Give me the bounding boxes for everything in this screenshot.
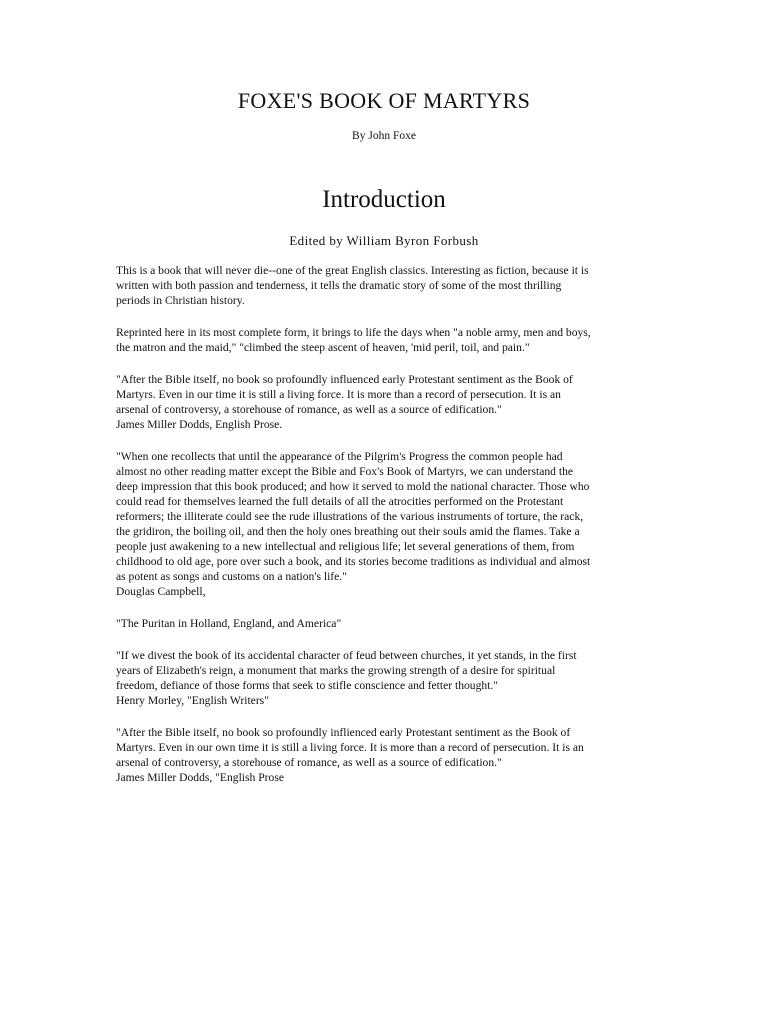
text-line: freedom, defiance of those forms that seek to stifle conscience and fetter thought."	[116, 679, 499, 692]
text-line: James Miller Dodds, English Prose.	[116, 418, 283, 431]
text-line: Martyrs. Even in our time it is still a living force. It is more than a record of persecution. It is an	[116, 388, 561, 401]
paragraph	[116, 325, 666, 355]
text-line: Reprinted here in its most complete form, it brings to life the days when "a noble army, men and boys,	[116, 326, 591, 339]
section-heading: Introduction	[322, 186, 446, 213]
paragraph	[116, 648, 666, 708]
text-line: "After the Bible itself, no book so profoundly influenced early Protestant sentiment as the Book of	[116, 373, 573, 386]
text-line: the gridiron, the boiling oil, and then the holy ones breathing out their souls amid the flames. Take a	[116, 525, 580, 538]
text-line: Martyrs. Even in our own time it is still a living force. It is more than a record of persecution. It is an	[116, 741, 584, 754]
text-line: This is a book that will never die--one of the great English classics. Interesting as fiction, because it is	[116, 264, 589, 277]
editor-credit: Edited by William Byron Forbush	[289, 233, 479, 248]
text-line: written with both passion and tenderness, it tells the dramatic story of some of the most thrilling	[116, 279, 562, 292]
text-line: arsenal of controversy, a storehouse of romance, as well as a source of edification."	[116, 756, 502, 769]
document-title: FOXE'S BOOK OF MARTYRS	[237, 88, 531, 113]
text-line: the matron and the maid," "climbed the steep ascent of heaven, 'mid peril, toil, and pain."	[116, 341, 530, 354]
text-line: "If we divest the book of its accidental character of feud between churches, it yet stands, in the first	[116, 649, 577, 662]
text-line: James Miller Dodds, "English Prose	[116, 771, 285, 784]
text-line: almost no other reading matter except the Bible and Fox's Book of Martyrs, we can understand the	[116, 465, 574, 478]
paragraph	[116, 449, 666, 599]
text-line: deep impression that this book produced; and how it served to mold the national character. Those who	[116, 480, 590, 493]
text-line: reformers; the illiterate could see the rude illustrations of the various instruments of torture, the rack,	[116, 510, 584, 523]
text-line: periods in Christian history.	[116, 294, 245, 307]
text-line: "The Puritan in Holland, England, and America"	[116, 617, 342, 630]
author-byline: By John Foxe	[352, 130, 416, 142]
text-line: as potent as songs and customs on a nation's life."	[116, 570, 347, 583]
text-line: "When one recollects that until the appearance of the Pilgrim's Progress the common people had	[116, 450, 563, 463]
text-line: years of Elizabeth's reign, a monument that marks the growing strength of a desire for spiritual	[116, 664, 556, 677]
paragraph	[116, 372, 666, 432]
paragraph	[116, 616, 666, 631]
text-line: Douglas Campbell,	[116, 585, 206, 598]
text-line: could read for themselves learned the full details of all the atrocities performed on the Protestant	[116, 495, 564, 508]
text-line: "After the Bible itself, no book so profoundly inflienced early Protestant sentiment as the Book of	[116, 726, 571, 739]
text-line: arsenal of controversy, a storehouse of romance, as well as a source of edification."	[116, 403, 502, 416]
text-line: Henry Morley, "English Writers"	[116, 694, 269, 707]
body-text	[116, 263, 666, 802]
text-line: childhood to old age, pore over such a book, and its stories become traditions as individual and almost	[116, 555, 591, 568]
paragraph	[116, 263, 666, 308]
paragraph	[116, 725, 666, 785]
text-line: people just awakening to a new intellectual and religious life; let several generations of them, from	[116, 540, 575, 553]
